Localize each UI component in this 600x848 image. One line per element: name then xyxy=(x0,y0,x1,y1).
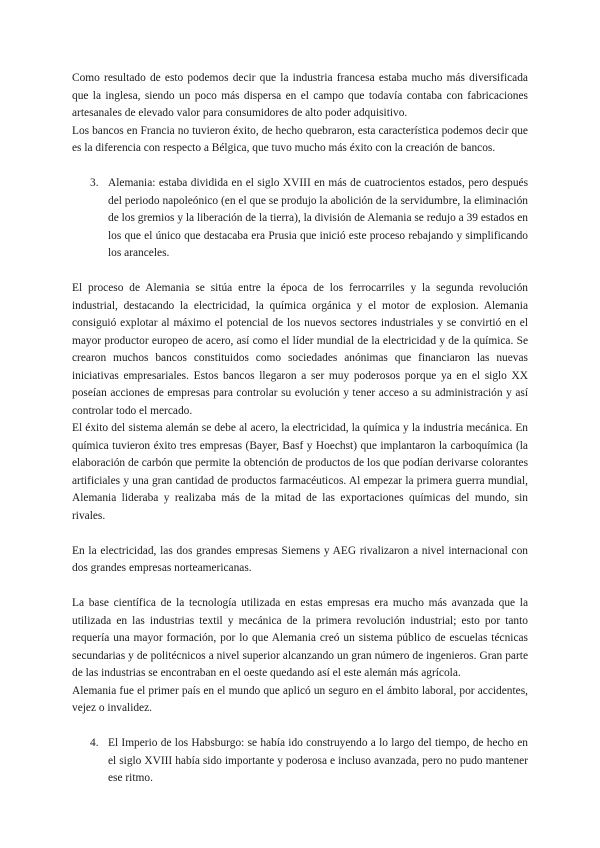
list-number: 4. xyxy=(90,737,99,749)
paragraph-francia-bancos: Los bancos en Francia no tuvieron éxito, de hecho quebraron, esta característica podemos decir que es la diferencia con respecto a Bélgica, que tuvo mucho más éxito con la creación de bancos. xyxy=(72,124,528,154)
list-item-text: Alemania: estaba dividida en el siglo XVIII en más de cuatrocientos estados, pero después del periodo napoleónico (en el que se produjo la abolición de la servidumbre, la eliminación de los gremios y la liberación de la tierra), la división de Alemania se redujo a 39 estados en los que el único que destacaba era Prusia que inició este proceso rebajando y simplificando los aranceles. xyxy=(108,177,528,259)
list-item-text: El Imperio de los Habsburgo: se había ido construyendo a lo largo del tiempo, de hecho en el siglo XVIII había sido importante y poderosa e incluso avanzada, pero no pudo mantener ese ritmo. xyxy=(108,737,528,784)
paragraph-electricidad: En la electricidad, las dos grandes empresas Siemens y AEG rivalizaron a nivel internacional con dos grandes empresas norteamericanas. xyxy=(72,544,528,574)
paragraph-alemania-proceso: El proceso de Alemania se sitúa entre la época de los ferrocarriles y la segunda revolución industrial, destacando la electricidad, la química orgánica y el motor de explosion. Alemania consiguió explotar al máximo el potencial de los nuevos sectores industriales y se convirtió en el mayor productor europeo de acero, así como el líder mundial de la electricidad y de la química. Se crearon muchos bancos constituidos como sociedades anónimas que financiaron las nuevas iniciativas empresariales. Estos bancos llegaron a ser muy poderosos porque ya en el siglo XX poseían acciones de empresas para controlar su evolución y tener acceso a su administración y así controlar todo el mercado. xyxy=(72,282,528,417)
spacer xyxy=(72,718,528,736)
list-item-habsburgo xyxy=(90,735,528,788)
paragraph-alemania-exito: El éxito del sistema alemán se debe al acero, la electricidad, la química y la industria mecánica. En química tuvieron éxito tres empresas (Bayer, Basf y Hoechst) que implantaron la carboquímica (la elaboración de carbón que permite la obtención de productos de los que podían derivarse colorantes artificiales y una gran cantidad de productos farmacéuticos. Al empezar la primera guerra mundial, Alemania lideraba y realizaba más de la mitad de las exportaciones químicas del mundo, sin rivales. xyxy=(72,422,528,522)
list-number: 3. xyxy=(90,177,99,189)
spacer xyxy=(72,158,528,176)
spacer xyxy=(72,525,528,543)
paragraph-base-cientifica: La base científica de la tecnología utilizada en estas empresas era mucho más avanzada que la utilizada en las industrias textil y mecánica de la primera revolución industrial; esto por tanto requería una mayor formación, por lo que Alemania creó un sistema público de escuelas técnicas secundarias y de politécnicos a nivel superior alcanzando un gran número de ingenieros. Gran parte de las industrias se encontraban en el oeste quedando así el este alemán más agrícola. xyxy=(72,597,528,679)
paragraph-seguro: Alemania fue el primer país en el mundo que aplicó un seguro en el ámbito laboral, por accidentes, vejez o invalidez. xyxy=(72,684,528,714)
spacer xyxy=(72,578,528,596)
list-item-alemania xyxy=(90,175,528,263)
spacer xyxy=(72,263,528,281)
paragraph-francia-industria: Como resultado de esto podemos decir que la industria francesa estaba mucho más diversificada que la inglesa, siendo un poco más dispersa en el campo que todavía contaba con fabricaciones artesanales de elevado valor para consumidores de alto poder adquisitivo. xyxy=(72,72,528,119)
